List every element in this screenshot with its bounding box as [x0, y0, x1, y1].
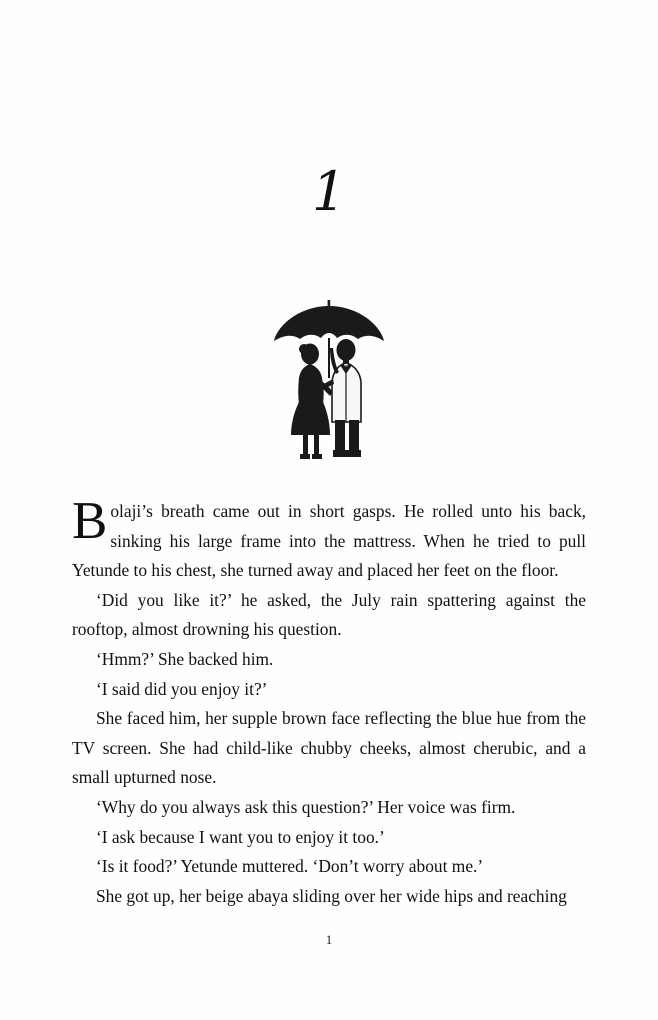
paragraph: She got up, her beige abaya sliding over her wide hips and reaching — [96, 885, 567, 906]
couple-under-umbrella-icon — [254, 292, 404, 462]
chapter-number: 1 — [311, 160, 347, 223]
paragraph: ‘Why do you always ask this question?’ Her voice was firm. — [96, 796, 516, 817]
chapter-illustration — [0, 292, 658, 467]
page-number: 1 — [325, 932, 333, 947]
paragraph: She faced him, her supple brown face reflecting the blue hue from the TV screen. She had child-like chubby cheeks, almost cherubic, and a small upturned nose. — [72, 708, 586, 788]
paragraph: ‘I said did you enjoy it?’ — [96, 678, 268, 699]
paragraph: ‘I ask because I want you to enjoy it too.’ — [96, 826, 385, 847]
paragraph: ‘Did you like it?’ he asked, the July rain spattering against the rooftop, almost drowning his question. — [72, 589, 586, 640]
body-text — [72, 492, 586, 911]
paragraph: ‘Hmm?’ She backed him. — [96, 648, 274, 669]
paragraph: Bolaji’s breath came out in short gasps. He rolled unto his back, sinking his large frame into the mattress. When he tried to pull Yetunde to his chest, she turned away and placed her feet on the floor. — [72, 492, 586, 581]
paragraph: ‘Is it food?’ Yetunde muttered. ‘Don’t worry about me.’ — [96, 856, 484, 877]
